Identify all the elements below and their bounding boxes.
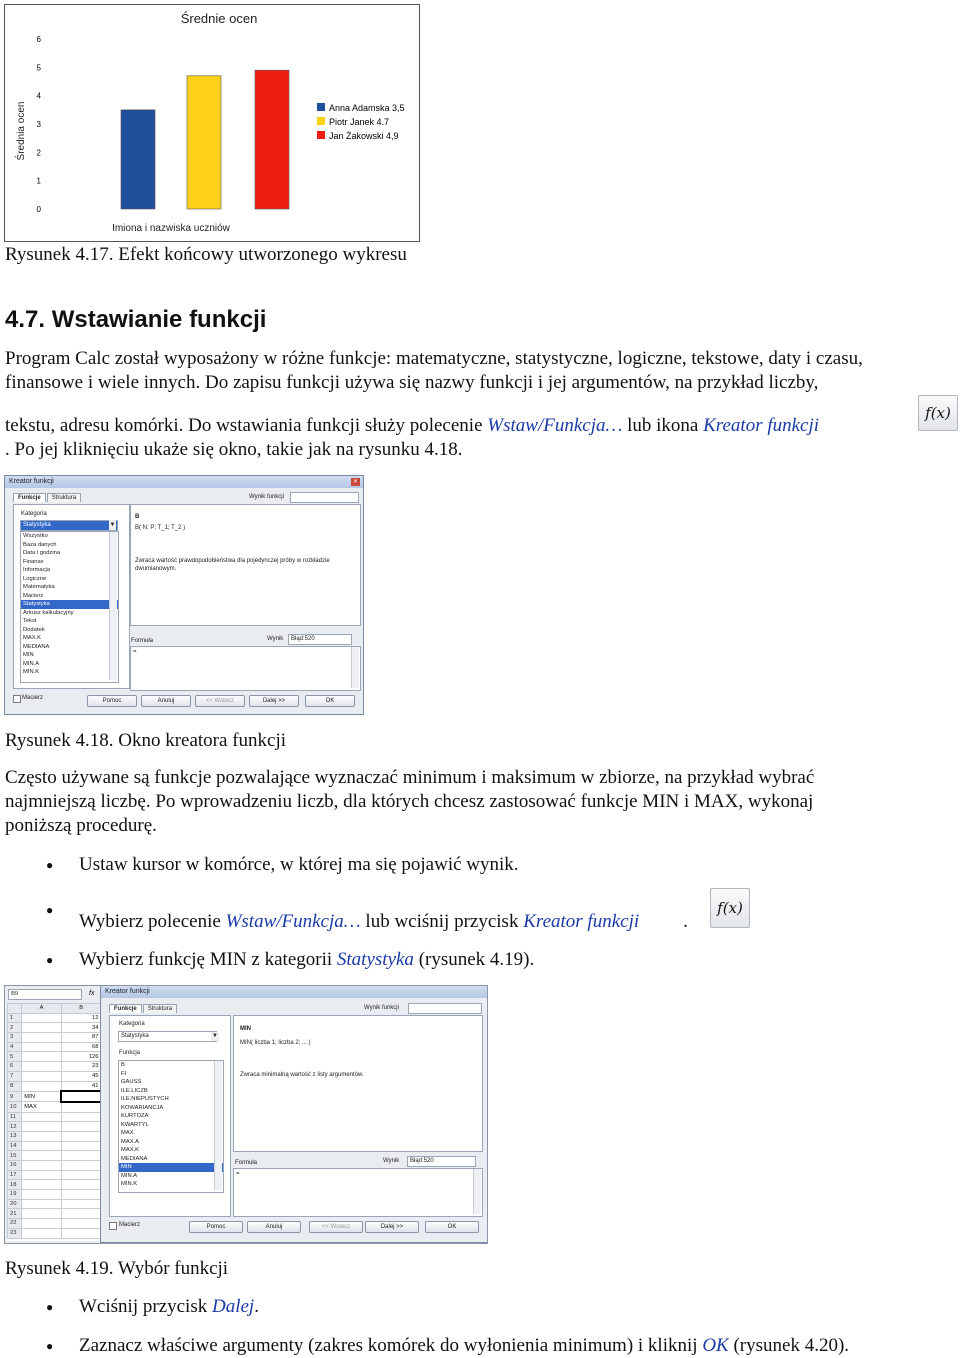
category-item[interactable]: MEDIANA xyxy=(23,643,50,650)
formula-label: Formuła xyxy=(131,638,154,644)
p2-line2: najmniejszą liczbę. Po wprowadzeniu liczb, dla których chcesz zastosować funkcje MIN i MAX, wykonaj xyxy=(5,791,814,812)
category-item[interactable]: Dodatek xyxy=(23,626,45,633)
paragraph-2 xyxy=(5,766,960,838)
dialog-tabs xyxy=(109,1004,178,1013)
function-info-panel xyxy=(130,504,361,626)
table-row xyxy=(8,1190,102,1200)
table-row xyxy=(8,1013,102,1023)
bar xyxy=(255,70,289,209)
function-info-panel xyxy=(233,1015,483,1152)
result-field xyxy=(290,492,359,503)
table-row xyxy=(8,1071,102,1081)
spreadsheet-screenshot xyxy=(4,985,488,1244)
dialog-tabs xyxy=(13,493,82,502)
cell[interactable] xyxy=(22,1209,62,1219)
category-list[interactable] xyxy=(20,531,119,683)
category-item[interactable]: Macierz xyxy=(23,592,44,599)
tab-functions[interactable]: Funkcje xyxy=(109,1004,142,1013)
function-wizard-icon: f(x) xyxy=(710,888,750,928)
y-tick-label: 2 xyxy=(36,148,41,158)
row-header: 22 xyxy=(8,1219,22,1229)
cell[interactable] xyxy=(61,1112,101,1122)
cell[interactable] xyxy=(22,1190,62,1200)
cell[interactable]: 68 xyxy=(61,1042,101,1052)
cell[interactable] xyxy=(22,1081,62,1091)
function-item[interactable]: MIN xyxy=(119,1163,223,1172)
result2-label: Wynik xyxy=(383,1158,400,1164)
function-item[interactable]: KWARTYL xyxy=(121,1121,149,1128)
table-row xyxy=(8,1228,102,1238)
cell[interactable] xyxy=(22,1122,62,1132)
row-header: 1 xyxy=(8,1013,22,1023)
function-list[interactable] xyxy=(118,1060,224,1193)
table-row xyxy=(8,1122,102,1132)
table-row xyxy=(8,1023,102,1033)
result2-value: Błąd:520 xyxy=(288,634,352,645)
back-button[interactable]: << Wstecz xyxy=(195,695,245,707)
caption-fig-4-17: Rysunek 4.17. Efekt końcowy utworzonego wykresu xyxy=(5,244,407,265)
cell[interactable]: 23 xyxy=(61,1062,101,1072)
p1-line3: tekstu, adresu komórki. Do wstawiania funkcji służy polecenie Wstaw/Funkcja… lub ikona Kreator funkcji xyxy=(5,415,820,436)
p2-line1: Często używane są funkcje pozwalające wyznaczać minimum i maksimum w zbiorze, na przykład wybrać xyxy=(5,767,815,788)
function-item[interactable]: MEDIANA xyxy=(121,1155,148,1162)
table-row xyxy=(8,1170,102,1180)
function-item[interactable]: MIN.K xyxy=(121,1181,138,1187)
function-item[interactable]: KURTOZA xyxy=(121,1113,149,1119)
function-signature: MIN( liczba 1; liczba 2; ... ) xyxy=(240,1040,311,1046)
category-item[interactable]: MIN.A xyxy=(23,660,40,667)
bar-chart xyxy=(5,5,419,241)
table-row xyxy=(8,1033,102,1043)
cell[interactable] xyxy=(61,1122,101,1132)
formula-scrollbar[interactable] xyxy=(351,647,359,688)
category-item[interactable]: Baza danych xyxy=(23,541,57,548)
legend-swatch xyxy=(317,131,325,139)
row-header: 6 xyxy=(8,1062,22,1072)
bullet-item: ● Ustaw kursor w komórce, w której ma się pojawić wynik. xyxy=(4,853,954,898)
y-tick-label: 1 xyxy=(36,176,41,186)
bullet-item: ● Zaznacz właściwe argumenty (zakres komórek do wyłonienia minimum) i kliknij OK (rysunek 4.20). xyxy=(4,1334,959,1358)
function-item[interactable]: MAX.A xyxy=(121,1138,140,1145)
table-row xyxy=(8,1052,102,1062)
result2-value: Błąd:520 xyxy=(407,1156,476,1167)
row-header: 9 xyxy=(8,1091,22,1102)
chart-figure xyxy=(4,4,420,242)
cell[interactable] xyxy=(61,1228,101,1238)
table-row xyxy=(8,1131,102,1141)
cell[interactable] xyxy=(61,1091,101,1102)
cell[interactable]: 12 xyxy=(61,1013,101,1023)
array-label: Macierz xyxy=(119,1222,141,1228)
cell[interactable] xyxy=(22,1219,62,1229)
category-item[interactable]: Informacja xyxy=(23,567,51,573)
cell[interactable] xyxy=(61,1170,101,1180)
cancel-button[interactable]: Anuluj xyxy=(141,695,191,707)
array-label: Macierz xyxy=(22,695,44,701)
bullet-item: ● Wybierz polecenie Wstaw/Funkcja… lub wciśnij przycisk Kreator funkcji . xyxy=(4,898,954,948)
p1-line4: . Po jej kliknięciu ukaże się okno, takie jak na rysunku 4.18. xyxy=(5,439,463,460)
row-header: 11 xyxy=(8,1112,22,1122)
row-header: 18 xyxy=(8,1180,22,1190)
cell[interactable] xyxy=(22,1042,62,1052)
function-wizard-dialog xyxy=(4,475,364,715)
row-header: 2 xyxy=(8,1023,22,1033)
function-wizard-icon: f(x) xyxy=(918,395,958,431)
section-heading: 4.7. Wstawianie funkcji xyxy=(5,306,267,333)
dialog-title: Kreator funkcji xyxy=(101,986,487,998)
table-row xyxy=(8,1042,102,1052)
category-item[interactable]: Matematyka xyxy=(23,584,55,590)
table-row xyxy=(8,1062,102,1072)
p1-line1: Program Calc został wyposażony w różne funkcje: matematyczne, statystyczne, logiczne, tekstowe, daty i czasu, xyxy=(5,348,863,369)
function-item[interactable]: GAUSS xyxy=(121,1079,142,1085)
cell[interactable] xyxy=(61,1161,101,1171)
result-label: Wynik funkcji xyxy=(364,1005,399,1011)
bullet-list-2 xyxy=(4,1295,959,1358)
function-signature: B( N; P; T_1; T_2 ) xyxy=(135,525,186,531)
tab-functions[interactable]: Funkcje xyxy=(13,493,46,502)
cell[interactable] xyxy=(22,1141,62,1151)
formula-editor[interactable]: = xyxy=(130,646,361,691)
row-header: 7 xyxy=(8,1071,22,1081)
function-item[interactable]: KOWARIANCJA xyxy=(121,1104,164,1111)
cell[interactable] xyxy=(61,1141,101,1151)
chart-ylabel: Średnia ocen xyxy=(16,101,27,161)
cancel-button[interactable]: Anuluj xyxy=(247,1221,301,1233)
bar xyxy=(121,110,155,209)
cell[interactable]: 41 xyxy=(61,1081,101,1091)
function-description: Zwraca minimalną wartość z listy argumentów. xyxy=(240,1072,364,1078)
category-item[interactable]: Logiczne xyxy=(23,575,47,582)
cell[interactable] xyxy=(22,1131,62,1141)
legend-swatch xyxy=(317,103,325,111)
bullet-item: ● Wybierz funkcję MIN z kategorii Statystyka (rysunek 4.19). xyxy=(4,948,954,972)
cell[interactable] xyxy=(22,1151,62,1161)
chart-title: Średnie ocen xyxy=(180,11,258,26)
row-header: 12 xyxy=(8,1122,22,1132)
function-item[interactable]: ILE.NIEPUSTYCH xyxy=(121,1096,169,1102)
cell[interactable] xyxy=(22,1170,62,1180)
cell[interactable]: MIN xyxy=(22,1091,62,1102)
row-header: 5 xyxy=(8,1052,22,1062)
formula-editor[interactable]: = xyxy=(233,1168,483,1217)
table-row xyxy=(8,1081,102,1091)
category-item[interactable]: Data i godzina xyxy=(23,550,61,556)
category-label: Kategoria xyxy=(119,1021,145,1027)
function-item[interactable]: ILE.LICZB xyxy=(121,1087,148,1094)
table-row xyxy=(8,1209,102,1219)
table-row xyxy=(8,1199,102,1209)
help-button[interactable]: Pomoc xyxy=(87,695,137,707)
y-tick-label: 0 xyxy=(36,205,41,214)
next-button[interactable]: Dalej >> xyxy=(365,1221,419,1233)
category-item[interactable]: Tekst xyxy=(23,618,37,624)
formula-scrollbar[interactable] xyxy=(473,1169,481,1214)
tab-structure[interactable]: Struktura xyxy=(47,493,81,502)
row-header: 19 xyxy=(8,1190,22,1200)
paragraph-1 xyxy=(5,347,960,462)
cell[interactable] xyxy=(22,1023,62,1033)
function-item[interactable]: B xyxy=(121,1062,125,1068)
dialog-title: Kreator funkcji xyxy=(5,476,363,488)
function-item[interactable]: FI xyxy=(121,1070,127,1077)
caption-fig-4-19: Rysunek 4.19. Wybór funkcji xyxy=(5,1258,229,1279)
cell[interactable]: 126 xyxy=(61,1052,101,1062)
table-row xyxy=(8,1180,102,1190)
cell[interactable] xyxy=(22,1199,62,1209)
y-tick-label: 5 xyxy=(36,63,41,73)
ok-button[interactable]: OK xyxy=(425,1221,479,1233)
category-item[interactable]: Statystyka xyxy=(21,600,118,609)
bullet-item: ● Wciśnij przycisk Dalej. xyxy=(4,1295,959,1334)
cell[interactable] xyxy=(61,1131,101,1141)
result-label: Wynik funkcji xyxy=(249,494,284,500)
function-name: MIN xyxy=(240,1026,251,1032)
name-box[interactable]: B9 xyxy=(8,989,82,1000)
row-header: 21 xyxy=(8,1209,22,1219)
chevron-down-icon: ▼ xyxy=(109,522,116,528)
function-item[interactable]: MAX xyxy=(121,1130,134,1136)
ok-button[interactable]: OK xyxy=(305,695,355,707)
cell[interactable]: 34 xyxy=(61,1023,101,1033)
cell[interactable] xyxy=(22,1228,62,1238)
result-field xyxy=(408,1003,482,1014)
category-item[interactable]: Wszystko xyxy=(23,533,48,539)
cell[interactable]: MAX xyxy=(22,1102,62,1112)
table-row xyxy=(8,1091,102,1102)
table-row xyxy=(8,1102,102,1112)
legend-label: Piotr Janek 4.7 xyxy=(329,117,390,127)
cell[interactable] xyxy=(61,1219,101,1229)
sheet-grid[interactable]: A B 1 12 2 34 3 87 4 68 5 126 6 23 7 45 8 41 9 MIN 10 MAX 11 12 13 14 15 16 17 18 19 20 21 22 23 xyxy=(7,1003,102,1241)
row-header: 15 xyxy=(8,1151,22,1161)
cell[interactable] xyxy=(22,1180,62,1190)
cell[interactable] xyxy=(22,1161,62,1171)
array-checkbox[interactable] xyxy=(109,1222,117,1230)
function-description: Zwraca wartość prawdopodobieństwa dla pojedynczej próby w rozkładzie dwumianowym. xyxy=(135,558,330,572)
row-header: 23 xyxy=(8,1228,22,1238)
result2-label: Wynik xyxy=(267,636,284,642)
row-header: 13 xyxy=(8,1131,22,1141)
cell[interactable] xyxy=(61,1151,101,1161)
row-header: 4 xyxy=(8,1042,22,1052)
legend-label: Anna Adamska 3,5 xyxy=(329,103,405,113)
bullet-list-1 xyxy=(4,853,954,972)
category-item[interactable]: MAX.K xyxy=(23,635,42,641)
fx-icon[interactable]: fx xyxy=(89,990,95,997)
row-header: 8 xyxy=(8,1081,22,1091)
legend-swatch xyxy=(317,117,325,125)
function-scrollbar[interactable] xyxy=(214,1061,222,1190)
category-item[interactable]: Finanse xyxy=(23,558,44,565)
legend-label: Jan Żakowski 4,9 xyxy=(329,131,399,141)
y-tick-label: 6 xyxy=(36,35,41,44)
category-item[interactable]: Arkusz kalkulacyjny xyxy=(23,609,74,616)
table-row xyxy=(8,1112,102,1122)
function-wizard-ref: Kreator funkcji xyxy=(703,415,820,436)
array-checkbox[interactable] xyxy=(13,695,21,703)
row-header: 3 xyxy=(8,1033,22,1043)
cell[interactable]: 87 xyxy=(61,1033,101,1043)
cell[interactable] xyxy=(22,1071,62,1081)
cell[interactable] xyxy=(61,1199,101,1209)
chart-xlabel: Imiona i nazwiska uczniów xyxy=(112,223,230,234)
y-tick-label: 4 xyxy=(36,91,41,101)
table-row xyxy=(8,1141,102,1151)
menu-ref-insert-function: Wstaw/Funkcja… xyxy=(487,415,623,436)
close-icon[interactable]: ✕ xyxy=(352,479,359,485)
function-item[interactable]: MIN.A xyxy=(121,1172,138,1179)
caption-fig-4-18: Rysunek 4.18. Okno kreatora funkcji xyxy=(5,730,287,751)
cell[interactable] xyxy=(22,1033,62,1043)
cell[interactable] xyxy=(22,1112,62,1122)
cell[interactable] xyxy=(61,1180,101,1190)
row-header: 16 xyxy=(8,1161,22,1171)
cell[interactable] xyxy=(22,1062,62,1072)
tab-structure[interactable]: Struktura xyxy=(143,1004,177,1013)
row-header: 10 xyxy=(8,1102,22,1112)
back-button[interactable]: << Wstecz xyxy=(309,1221,363,1233)
cell[interactable] xyxy=(61,1190,101,1200)
help-button[interactable]: Pomoc xyxy=(189,1221,243,1233)
chevron-down-icon: ▼ xyxy=(212,1033,218,1039)
category-select[interactable]: Statystyka xyxy=(20,520,118,531)
cell[interactable] xyxy=(61,1102,101,1112)
next-button[interactable]: Dalej >> xyxy=(249,695,299,707)
function-name: B xyxy=(135,514,140,520)
row-header: 14 xyxy=(8,1141,22,1151)
cell[interactable] xyxy=(22,1013,62,1023)
cell[interactable] xyxy=(61,1209,101,1219)
function-item[interactable]: MAX.K xyxy=(121,1147,140,1153)
category-item[interactable]: MIN.K xyxy=(23,669,40,675)
formula-label: Formuła xyxy=(235,1160,258,1166)
cell[interactable] xyxy=(22,1052,62,1062)
row-header: 17 xyxy=(8,1170,22,1180)
table-row xyxy=(8,1161,102,1171)
y-tick-label: 3 xyxy=(36,120,41,129)
p2-line3: poniższą procedurę. xyxy=(5,815,157,836)
category-scrollbar[interactable] xyxy=(109,532,117,680)
category-item[interactable]: MIN xyxy=(23,652,34,658)
table-row xyxy=(8,1151,102,1161)
category-label: Kategoria xyxy=(21,511,47,517)
category-select[interactable]: Statystyka xyxy=(118,1031,217,1042)
function-wizard-dialog xyxy=(100,986,488,1243)
p1-line2: finansowe i wiele innych. Do zapisu funkcji używa się nazwy funkcji i jej argumentów, na przykład liczby, xyxy=(5,372,819,393)
cell[interactable]: 45 xyxy=(61,1071,101,1081)
table-row xyxy=(8,1219,102,1229)
row-header: 20 xyxy=(8,1199,22,1209)
bar xyxy=(187,76,221,209)
function-label: Funkcja xyxy=(119,1050,141,1056)
